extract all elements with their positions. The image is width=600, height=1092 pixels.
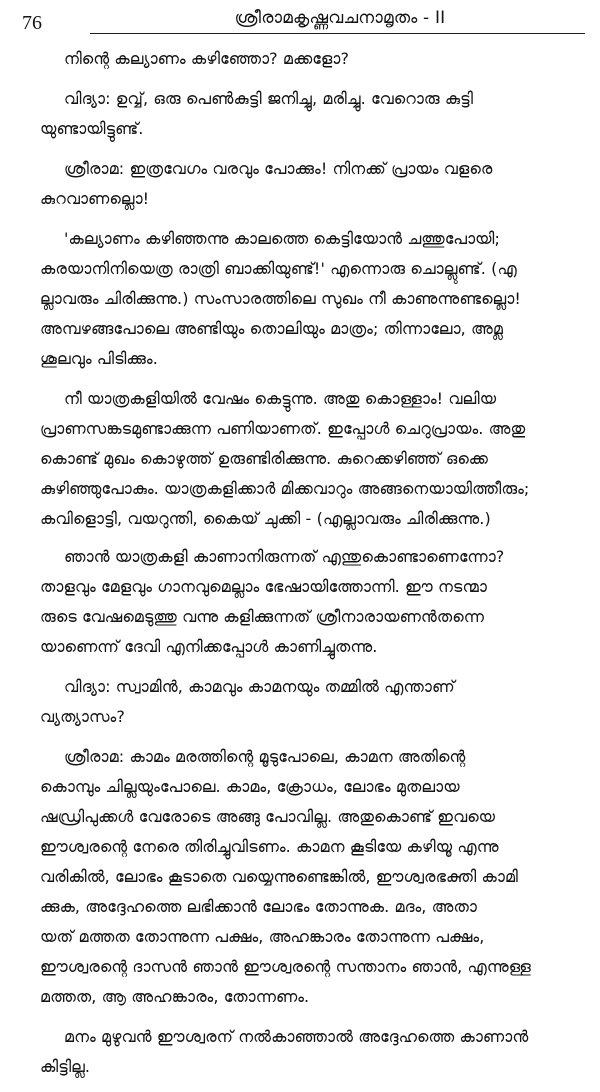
text-line: ഈശ്വരന്റെ ദാസൻ ഞാൻ ഈശ്വരന്റെ സന്താനം ഞാൻ, എന്നുള്ള [40, 957, 531, 976]
paragraph [40, 384, 584, 534]
text-line: പ്രാണസങ്കടമുണ്ടാക്കുന്ന പണിയാണത്. ഇപ്പോൾ ചെറുപ്രായം. അതു [40, 419, 526, 438]
text-line: വ്യത്യാസം? [40, 707, 125, 726]
text-line: കൊണ്ട് മുഖം കൊഴുത്ത് ഉരുണ്ടിരിക്കുന്നു. കുറെക്കഴിഞ്ഞ് ഒക്കെ [40, 449, 489, 468]
text-line: വിദ്യാ: സ്വാമിൻ, കാമവും കാമനയും തമ്മിൽ എന്താണ് [64, 677, 455, 696]
text-line: യാണെന്ന് ദേവി എനിക്കപ്പോൾ കാണിച്ചുതന്നു. [40, 637, 378, 656]
paragraph [40, 742, 584, 1012]
paragraph [40, 224, 584, 374]
paragraph [40, 1022, 584, 1082]
text-line: ശ്രീരാമ: ഇത്രവേഗം വരവും പോക്കും! നിനക്ക് പ്രായം വളരെ [64, 159, 493, 178]
text-line: കുറവാണല്ലൊ! [40, 189, 150, 208]
paragraph [40, 154, 584, 214]
paragraph [40, 44, 584, 74]
text-line: കവിളൊട്ടി, വയറുന്തി, കൈയ് ചുക്കി - (എല്ലാവരും ചിരിക്കുന്നു.) [40, 509, 491, 528]
text-line: കരയാനിനിയെത്ര രാത്രി ബാക്കിയുണ്ട്!' എന്നൊരു ചൊല്ലുണ്ട്. (എ [40, 259, 517, 278]
text-line: യത് മത്തത തോന്നുന്ന പക്ഷം, അഹങ്കാരം തോന്നുന്ന പക്ഷം, [40, 927, 485, 946]
text-line: കൊമ്പും ചില്ലയുംപോലെ. കാമം, ക്രോധം, ലോഭം മുതലായ [40, 777, 460, 796]
text-line: മത്തത, ആ അഹങ്കാരം, തോന്നണം. [40, 987, 310, 1006]
text-line: ശ്രീരാമ: കാമം മരത്തിന്റെ മൂടുപോലെ, കാമന അതിന്റെ [64, 747, 466, 766]
text-line: ഈശ്വരന്റെ നേരെ തിരിച്ചുവിടണം. കാമന കൂടിയേ കഴിയൂ എന്നു [40, 837, 499, 856]
text-line: താളവും മേളവും ഗാനവുമെല്ലാം ഭേഷായിത്തോന്നി. ഈ നടന്മാ [40, 577, 487, 596]
body-text [40, 44, 584, 1092]
text-line: കിട്ടില്ല. [40, 1057, 91, 1076]
text-line: മനം മുഴുവൻ ഈശ്വരന് നൽകാഞ്ഞാൽ അദ്ദേഹത്തെ കാണാൻ [64, 1027, 529, 1046]
text-line: വരികിൽ, ലോഭം കൂടാതെ വയ്യെന്നുണ്ടെങ്കിൽ, ഈശ്വരഭക്തി കാമി [40, 867, 518, 886]
header-rule [90, 33, 585, 34]
paragraph [40, 84, 584, 144]
text-line: ശൂലവും പിടിക്കും. [40, 349, 158, 368]
text-line: നീ യാത്രകളിയിൽ വേഷം കെട്ടുന്നു. അതു കൊള്ളാം! വലിയ [64, 389, 497, 408]
text-line: യുണ്ടായിട്ടുണ്ട്. [40, 119, 144, 138]
text-line: വിദ്യാ: ഉവ്വ്, ഒരു പെൺകുട്ടി ജനിച്ചു, മരിച്ചു. വേറൊരു കുട്ടി [64, 89, 474, 108]
running-head-title: ശ്രീരാമകൃഷ്ണവചനാമൃതം - II [234, 8, 446, 28]
text-line: നിന്റെ കല്യാണം കഴിഞ്ഞോ? മക്കളോ? [64, 49, 350, 68]
text-line: 'കല്യാണം കഴിഞ്ഞന്നു കാലത്തെ കെട്ടിയോൻ ചത്തുപോയി; [64, 229, 500, 248]
page-number: 76 [22, 12, 42, 34]
text-line: അമ്പഴങ്ങപോലെ അണ്ടിയും തൊലിയും മാത്രം; തിന്നാലോ, അമ്ല [40, 319, 504, 338]
paragraph [40, 542, 584, 662]
text-line: ല്ലാവരും ചിരിക്കുന്നു.) സംസാരത്തിലെ സുഖം നീ കാണുന്നുണ്ടല്ലൊ! [40, 289, 521, 308]
text-line: കുഴിഞ്ഞുപോകും. യാത്രകളിക്കാർ മിക്കവാറും അങ്ങനെയായിത്തീരും; [40, 479, 530, 498]
paragraph [40, 672, 584, 732]
text-line: ഞാൻ യാത്രകളി കാണാനിരുന്നത് എന്തുകൊണ്ടാണെന്നോ? [64, 547, 505, 566]
text-line: ഷഡ്രിപുക്കൾ വേരോടെ അങ്ങു പോവില്ല. അതുകൊണ്ട് ഇവയെ [40, 807, 496, 826]
text-line: രുടെ വേഷമെടുത്തു വന്നു കളിക്കുന്നത് ശ്രീനാരായണൻതന്നെ [40, 607, 485, 626]
text-line: ക്കുക, അദ്ദേഹത്തെ ലഭിക്കാൻ ലോഭം തോന്നുക. മദം, അതാ [40, 897, 477, 916]
